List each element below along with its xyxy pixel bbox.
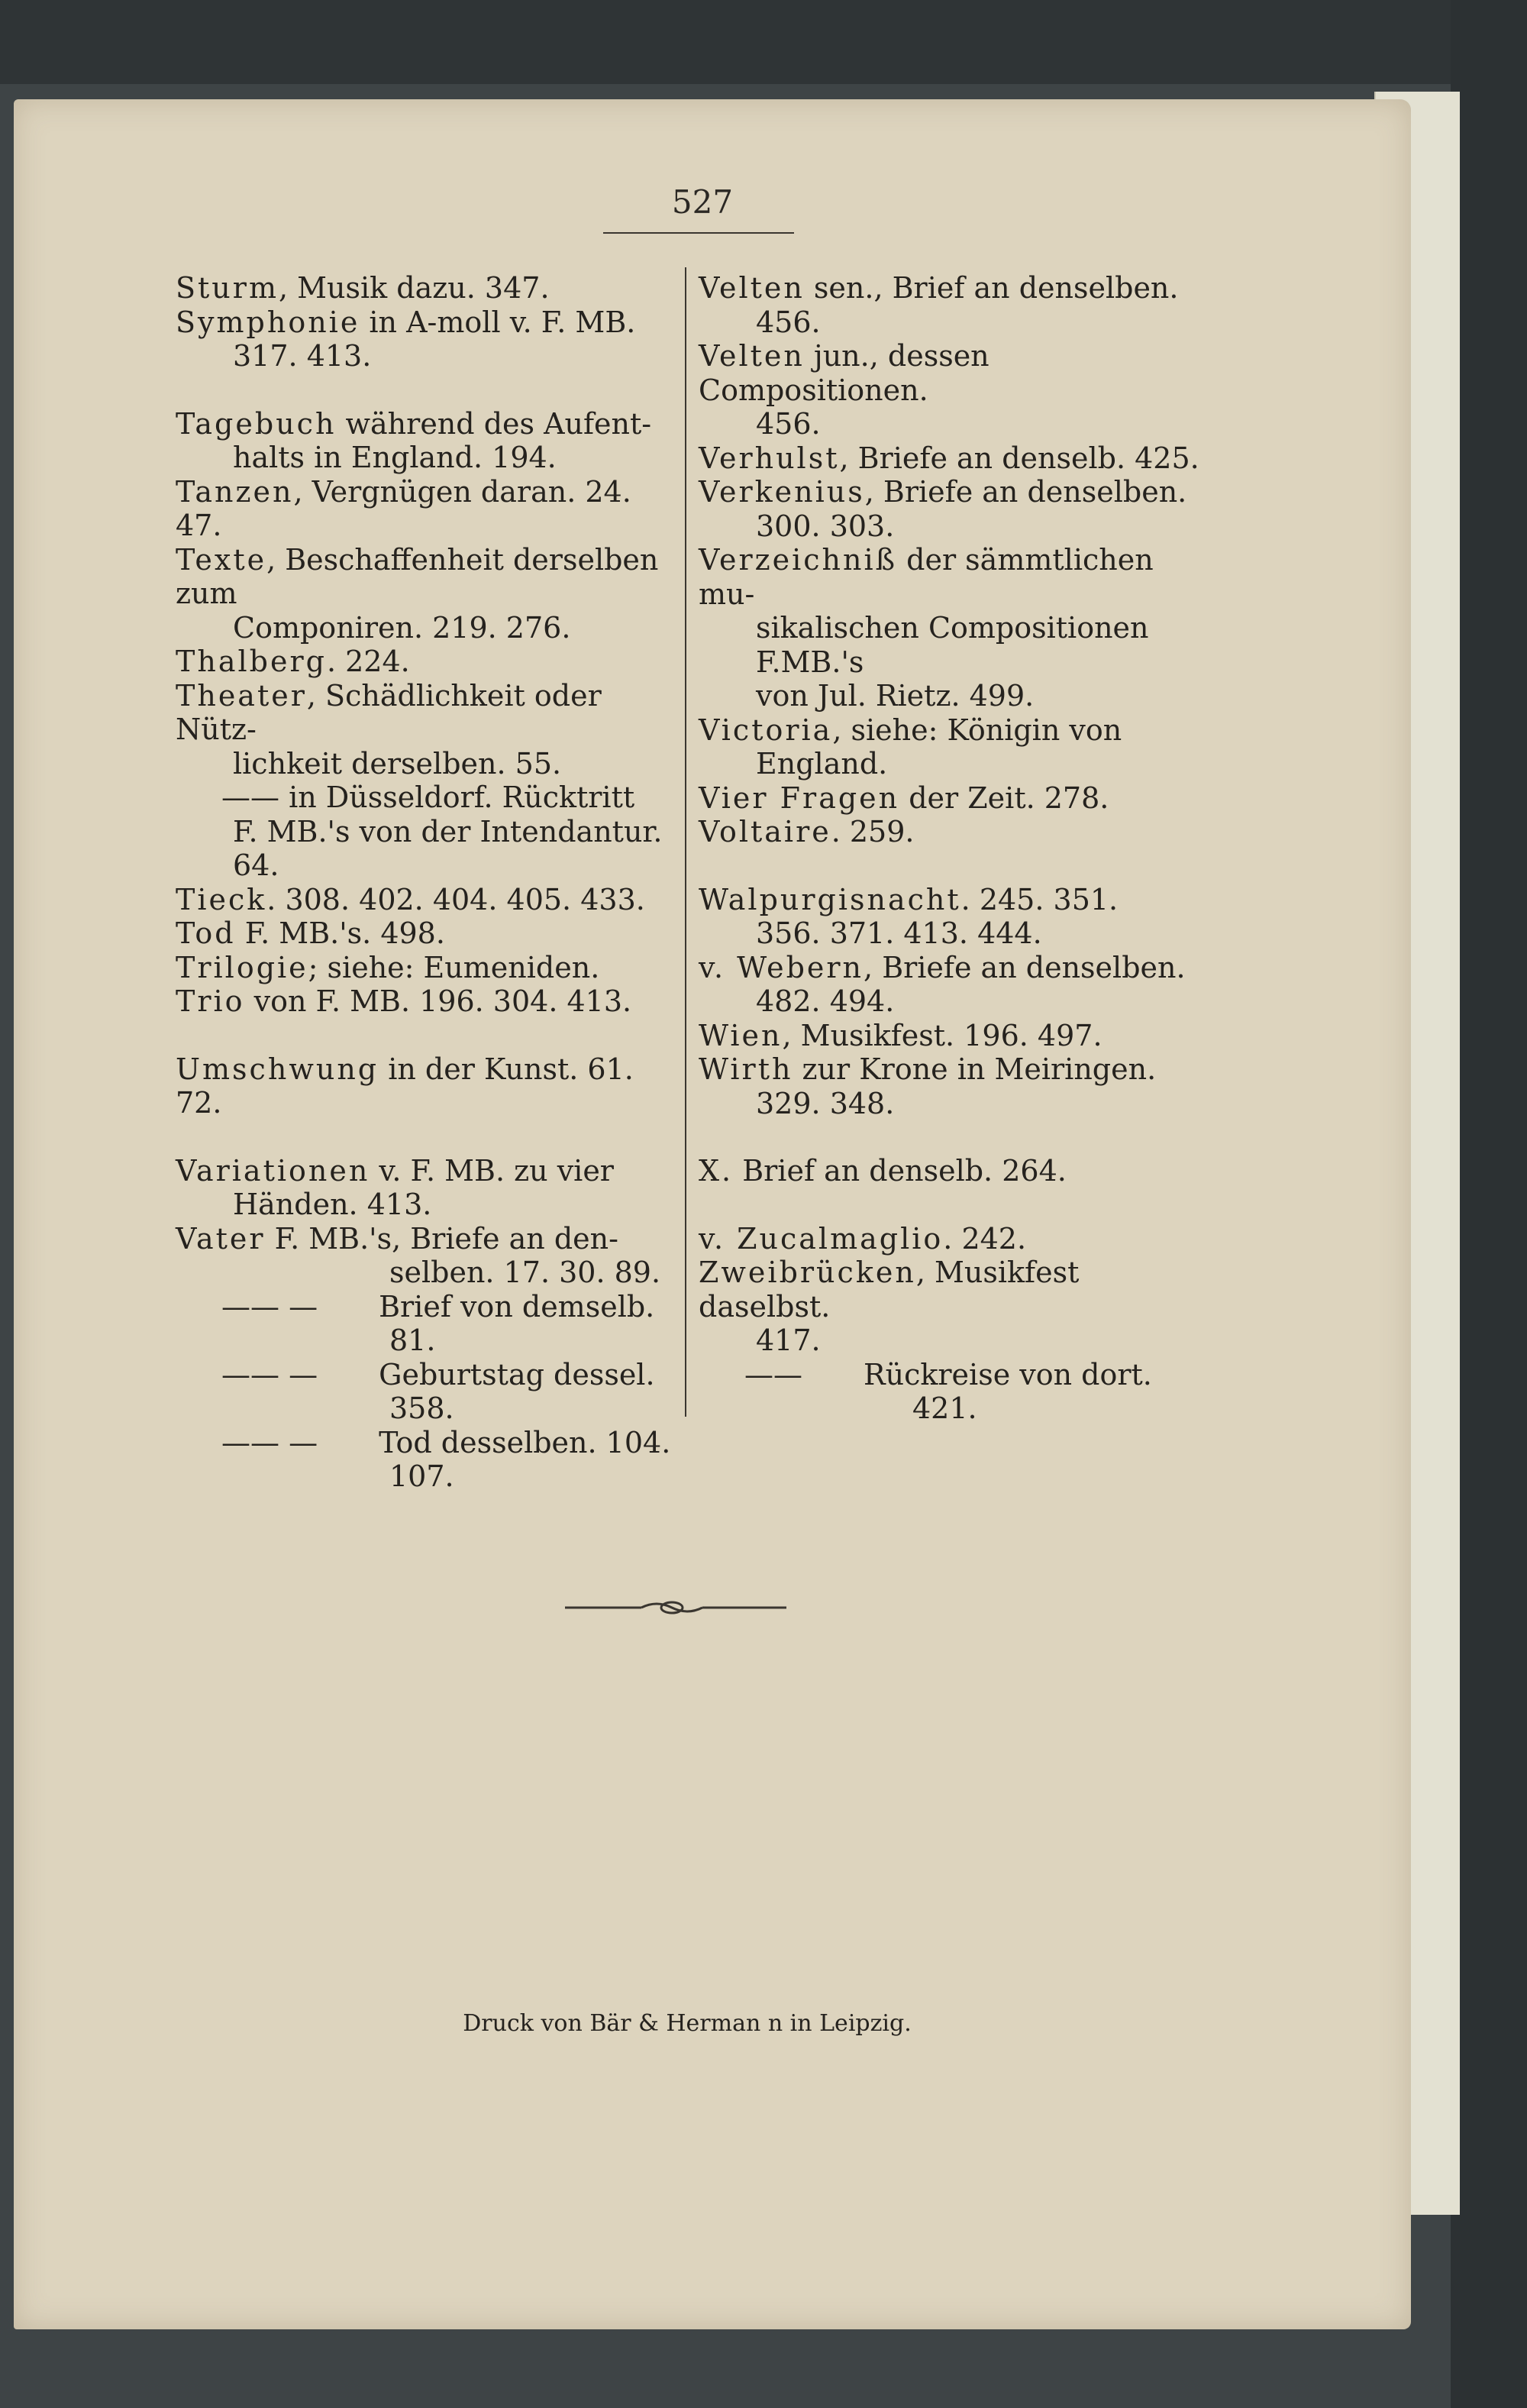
entry-subentry-pages: 107. — [389, 1459, 454, 1493]
entry-text: in A-moll v. F. MB. — [360, 305, 636, 339]
entry-keyword: Verkenius — [699, 475, 865, 509]
ornament-flourish-icon — [565, 1592, 786, 1623]
entry-continuation: von Jul. Rietz. 499. — [756, 679, 1035, 713]
entry-continuation: Componiren. 219. 276. — [233, 610, 571, 645]
book-cover-top — [0, 0, 1527, 84]
index-entry — [176, 1154, 680, 1222]
entry-continuation: 482. 494. — [756, 984, 895, 1018]
entry-text: zur Krone in Meiringen. — [793, 1052, 1157, 1086]
entry-continuation: 456. — [756, 407, 821, 441]
index-entry — [699, 883, 1206, 951]
entry-text: . 245. 351. — [960, 882, 1119, 916]
entry-keyword: Theater — [176, 678, 307, 713]
entry-subentry-pages: 358. — [389, 1391, 454, 1425]
entry-keyword: Symphonie — [176, 305, 360, 339]
entry-keyword: Vater — [176, 1221, 266, 1256]
entry-keyword: Velten — [699, 339, 805, 373]
entry-subentry: Geburtstag dessel. — [379, 1357, 655, 1391]
entry-keyword: Verhulst — [699, 441, 840, 475]
entry-continuation: 417. — [756, 1324, 821, 1357]
index-entry — [176, 781, 680, 883]
entry-continuation: halts in England. 194. — [233, 441, 557, 474]
index-entry — [699, 339, 1206, 441]
entry-text: . 308. 402. 404. 405. 433. — [266, 882, 645, 916]
entry-keyword: Tod — [176, 916, 236, 950]
entry-text: , Vergnügen daran. 24. 47. — [176, 474, 631, 542]
index-entry — [699, 781, 1206, 816]
entry-text: , Briefe an denselben. — [864, 950, 1186, 984]
entry-continuation: 329. 348. — [756, 1086, 895, 1120]
entry-continuation: sikalischen Compositionen F.MB.'s — [756, 611, 1149, 679]
index-entry — [176, 407, 680, 475]
entry-subentry-pages: 81. — [389, 1324, 436, 1357]
entry-text: der Zeit. 278. — [899, 781, 1109, 815]
entry-continuation: F. MB.'s von der Intendantur. 64. — [233, 814, 663, 882]
entry-dash: —— — — [221, 1357, 318, 1391]
entry-text: . 259. — [831, 815, 915, 848]
index-entry — [699, 271, 1206, 339]
index-entry — [176, 645, 680, 679]
entry-keyword: Wien — [699, 1018, 783, 1052]
index-entry — [699, 441, 1206, 476]
index-entry — [699, 1222, 1206, 1256]
index-entry — [699, 543, 1206, 679]
entry-keyword: Victoria — [699, 713, 833, 747]
entry-spacer — [699, 849, 1206, 883]
entry-continuation: 356. 371. 413. 444. — [756, 916, 1042, 950]
printer-imprint: Druck von Bär & Herman n in Leipzig. — [463, 2010, 912, 2037]
entry-subentry: Tod desselben. 104. — [379, 1425, 671, 1459]
entry-keyword: Voltaire — [699, 815, 831, 848]
index-entry — [699, 1052, 1206, 1120]
entry-continuation: lichkeit derselben. 55. — [233, 746, 562, 781]
entry-text: v. F. MB. zu vier — [370, 1153, 614, 1188]
entry-keyword: Trio — [176, 984, 245, 1018]
entry-subentry: Rückreise von dort. — [864, 1357, 1152, 1391]
entry-text: F. MB.'s, Briefe an den- — [265, 1221, 618, 1256]
entry-dash: —— — [744, 1357, 802, 1391]
entry-text: , Musik dazu. 347. — [278, 271, 550, 305]
index-entry — [176, 305, 680, 373]
index-entry — [176, 951, 680, 985]
book-cover-right — [1451, 0, 1527, 2408]
index-column-right — [699, 271, 1206, 1426]
entry-text: , siehe: Königin von — [832, 713, 1122, 747]
entry-continuation: 317. 413. — [233, 339, 372, 373]
entry-keyword: Wirth — [699, 1052, 793, 1086]
entry-keyword: Tagebuch — [176, 406, 337, 441]
entry-spacer — [699, 1120, 1206, 1154]
entry-subentry: Brief von demselb. — [379, 1289, 655, 1324]
index-entry — [176, 984, 680, 1019]
index-entry — [699, 815, 1206, 849]
entry-subentry-pages: 421. — [912, 1391, 977, 1425]
entry-keyword: Zweibrücken — [699, 1256, 916, 1289]
entry-text: während des Aufent- — [336, 406, 652, 441]
entry-continuation: England. — [756, 747, 888, 781]
entry-spacer — [176, 373, 680, 407]
entry-keyword: Velten — [699, 271, 805, 305]
entry-text: , Schädlichkeit oder Nütz- — [176, 678, 602, 746]
header-rule — [603, 232, 794, 234]
index-entry — [176, 271, 680, 305]
entry-keyword: Sturm — [176, 271, 279, 305]
entry-text: der sämmtlichen mu- — [699, 543, 1154, 611]
entry-dash: —— — — [221, 1425, 318, 1459]
index-entry — [699, 1256, 1206, 1358]
entry-keyword: X. — [699, 1154, 734, 1188]
entry-spacer — [699, 1188, 1206, 1222]
index-entry — [176, 1222, 680, 1290]
entry-subentry: selben. 17. 30. 89. — [389, 1256, 661, 1289]
index-entry — [699, 951, 1206, 1019]
index-entry — [176, 1290, 680, 1358]
entry-keyword: Tieck — [176, 882, 267, 916]
index-entry — [176, 1358, 680, 1426]
index-column-left — [176, 271, 680, 1494]
page-number: 527 — [671, 183, 734, 221]
entry-continuation: Händen. 413. — [233, 1188, 432, 1221]
entry-text: von F. MB. 196. 304. 413. — [244, 984, 632, 1018]
entry-keyword: Vier Fragen — [699, 781, 900, 815]
entry-keyword: Thalberg — [176, 645, 327, 678]
entry-spacer — [176, 1120, 680, 1154]
index-entry — [699, 679, 1206, 713]
index-entry — [699, 475, 1206, 543]
entry-keyword: v. Zucalmaglio — [699, 1221, 944, 1256]
entry-keyword: Tanzen — [176, 474, 294, 509]
index-entry — [699, 1019, 1206, 1053]
index-entry — [699, 1154, 1206, 1188]
entry-text: , Musikfest. 196. 497. — [782, 1018, 1102, 1052]
index-entry — [176, 883, 680, 917]
entry-keyword: Texte — [176, 542, 267, 577]
index-entry — [176, 543, 680, 645]
entry-keyword: v. Webern — [699, 950, 864, 984]
index-entry — [176, 679, 680, 781]
entry-text: , Briefe an denselben. — [864, 475, 1187, 509]
entry-text: Brief an denselb. 264. — [733, 1154, 1067, 1188]
entry-keyword: Walpurgisnacht — [699, 882, 961, 916]
entry-keyword: Trilogie — [176, 950, 308, 984]
entry-text: , Beschaffenheit derselben zum — [176, 542, 659, 610]
column-divider — [685, 267, 686, 1417]
entry-text: jun., dessen Compositionen. — [699, 339, 989, 407]
entry-text: , Briefe an denselb. 425. — [839, 441, 1199, 475]
index-entry — [176, 1052, 680, 1120]
entry-text: . 224. — [326, 645, 410, 678]
entry-text: in der Kunst. 61. 72. — [176, 1052, 634, 1120]
index-entry — [699, 713, 1206, 781]
entry-keyword: Verzeichniß — [699, 543, 898, 577]
entry-spacer — [176, 1019, 680, 1052]
entry-text: sen., Brief an denselben. — [804, 271, 1179, 305]
entry-dash: —— in Düsseldorf. Rücktritt — [221, 781, 635, 814]
entry-keyword: Umschwung — [176, 1052, 379, 1086]
entry-text: , Musikfest daselbst. — [699, 1256, 1080, 1324]
index-entry — [699, 1358, 1206, 1426]
entry-text: . 242. — [943, 1221, 1027, 1256]
index-entry — [176, 1426, 680, 1494]
entry-dash: —— — — [221, 1289, 318, 1324]
entry-continuation: 456. — [756, 305, 821, 339]
entry-continuation: 300. 303. — [756, 509, 895, 543]
index-entry — [176, 475, 680, 543]
entry-text: F. MB.'s. 498. — [235, 916, 445, 950]
entry-text: ; siehe: Eumeniden. — [308, 950, 600, 984]
index-entry — [176, 916, 680, 951]
entry-keyword: Variationen — [176, 1153, 370, 1188]
